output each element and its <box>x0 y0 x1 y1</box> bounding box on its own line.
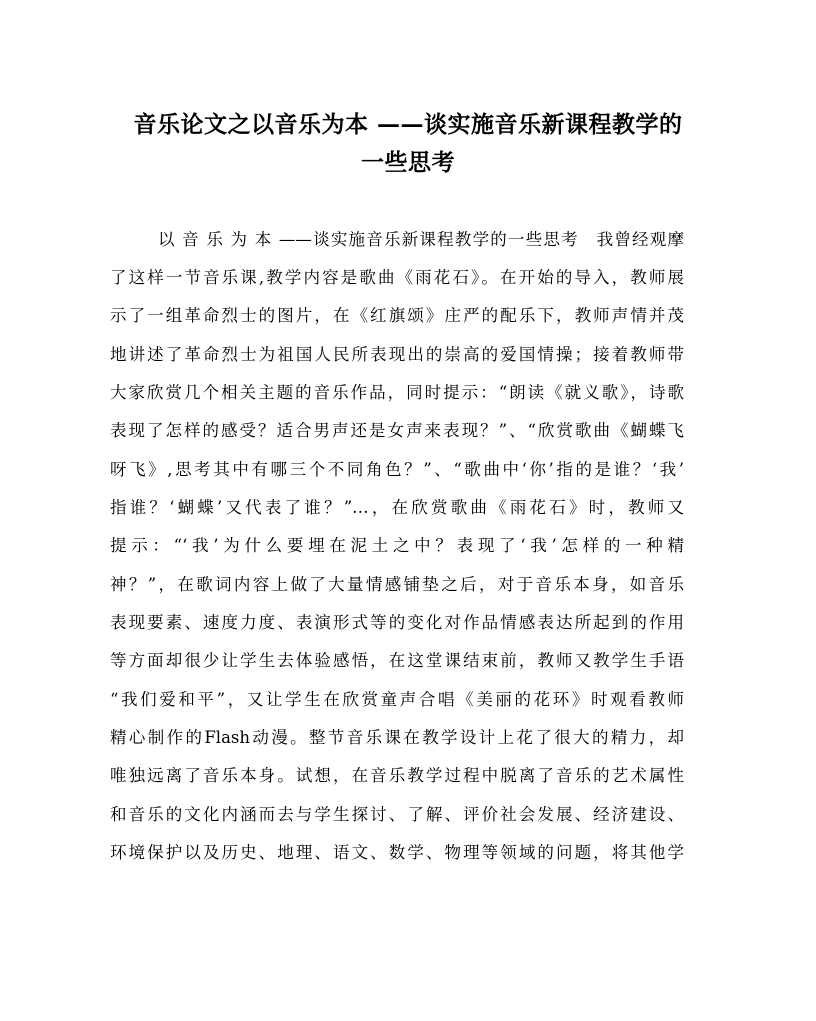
paragraph-line: 示了一组革命烈士的图片，在《红旗颂》庄严的配乐下，教师声情并茂 <box>110 306 684 325</box>
document-title-line-1: 音乐论文之以音乐为本 ——谈实施音乐新课程教学的 <box>133 111 683 138</box>
paragraph-line: 大家欣赏几个相关主题的音乐作品，同时提示：“朗读《就义歌》，诗歌 <box>110 383 684 402</box>
paragraph-line: 神？”，在歌词内容上做了大量情感铺垫之后，对于音乐本身，如音乐 <box>110 575 684 594</box>
paragraph-line: 地讲述了革命烈士为祖国人民所表现出的崇高的爱国情操；接着教师带 <box>110 345 684 364</box>
paragraph-line: 表现了怎样的感受？适合男声还是女声来表现？”、“欣赏歌曲《蝴蝶飞 <box>110 421 684 440</box>
paragraph-line: 和音乐的文化内涵而去与学生探讨、了解、评价社会发展、经济建设、 <box>110 805 684 824</box>
paragraph-line: 唯独远离了音乐本身。试想，在音乐教学过程中脱离了音乐的艺术属性 <box>110 766 684 785</box>
paragraph-line: 环境保护以及历史、地理、语文、数学、物理等领域的问题，将其他学 <box>110 843 684 862</box>
paragraph-line: 了这样一节音乐课,教学内容是歌曲《雨花石》。在开始的导入，教师展 <box>110 268 684 287</box>
paragraph-line: 指谁？‘蝴蝶’又代表了谁？”…，在欣赏歌曲《雨花石》时，教师又 <box>110 498 684 517</box>
paragraph-line: 等方面却很少让学生去体验感悟，在这堂课结束前，教师又教学生手语 <box>110 651 684 670</box>
paragraph-line: 表现要素、速度力度、表演形式等的变化对作品情感表达所起到的作用 <box>110 613 684 632</box>
paragraph-line: 精心制作的Flash动漫。整节音乐课在教学设计上花了很大的精力，却 <box>110 728 684 747</box>
document-title-line-2: 一些思考 <box>361 149 455 176</box>
paragraph-line: “我们爱和平”，又让学生在欣赏童声合唱《美丽的花环》时观看教师 <box>110 690 684 709</box>
paragraph-line: 呀飞》,思考其中有哪三个不同角色？”、“歌曲中‘你’指的是谁？‘我’ <box>110 460 684 479</box>
paragraph-line: 提示：“‘我’为什么要埋在泥土之中？表现了‘我’怎样的一种精 <box>110 536 684 555</box>
paragraph-line: 以 音 乐 为 本 ——谈实施音乐新课程教学的一些思考 我曾经观摩 <box>158 230 684 249</box>
